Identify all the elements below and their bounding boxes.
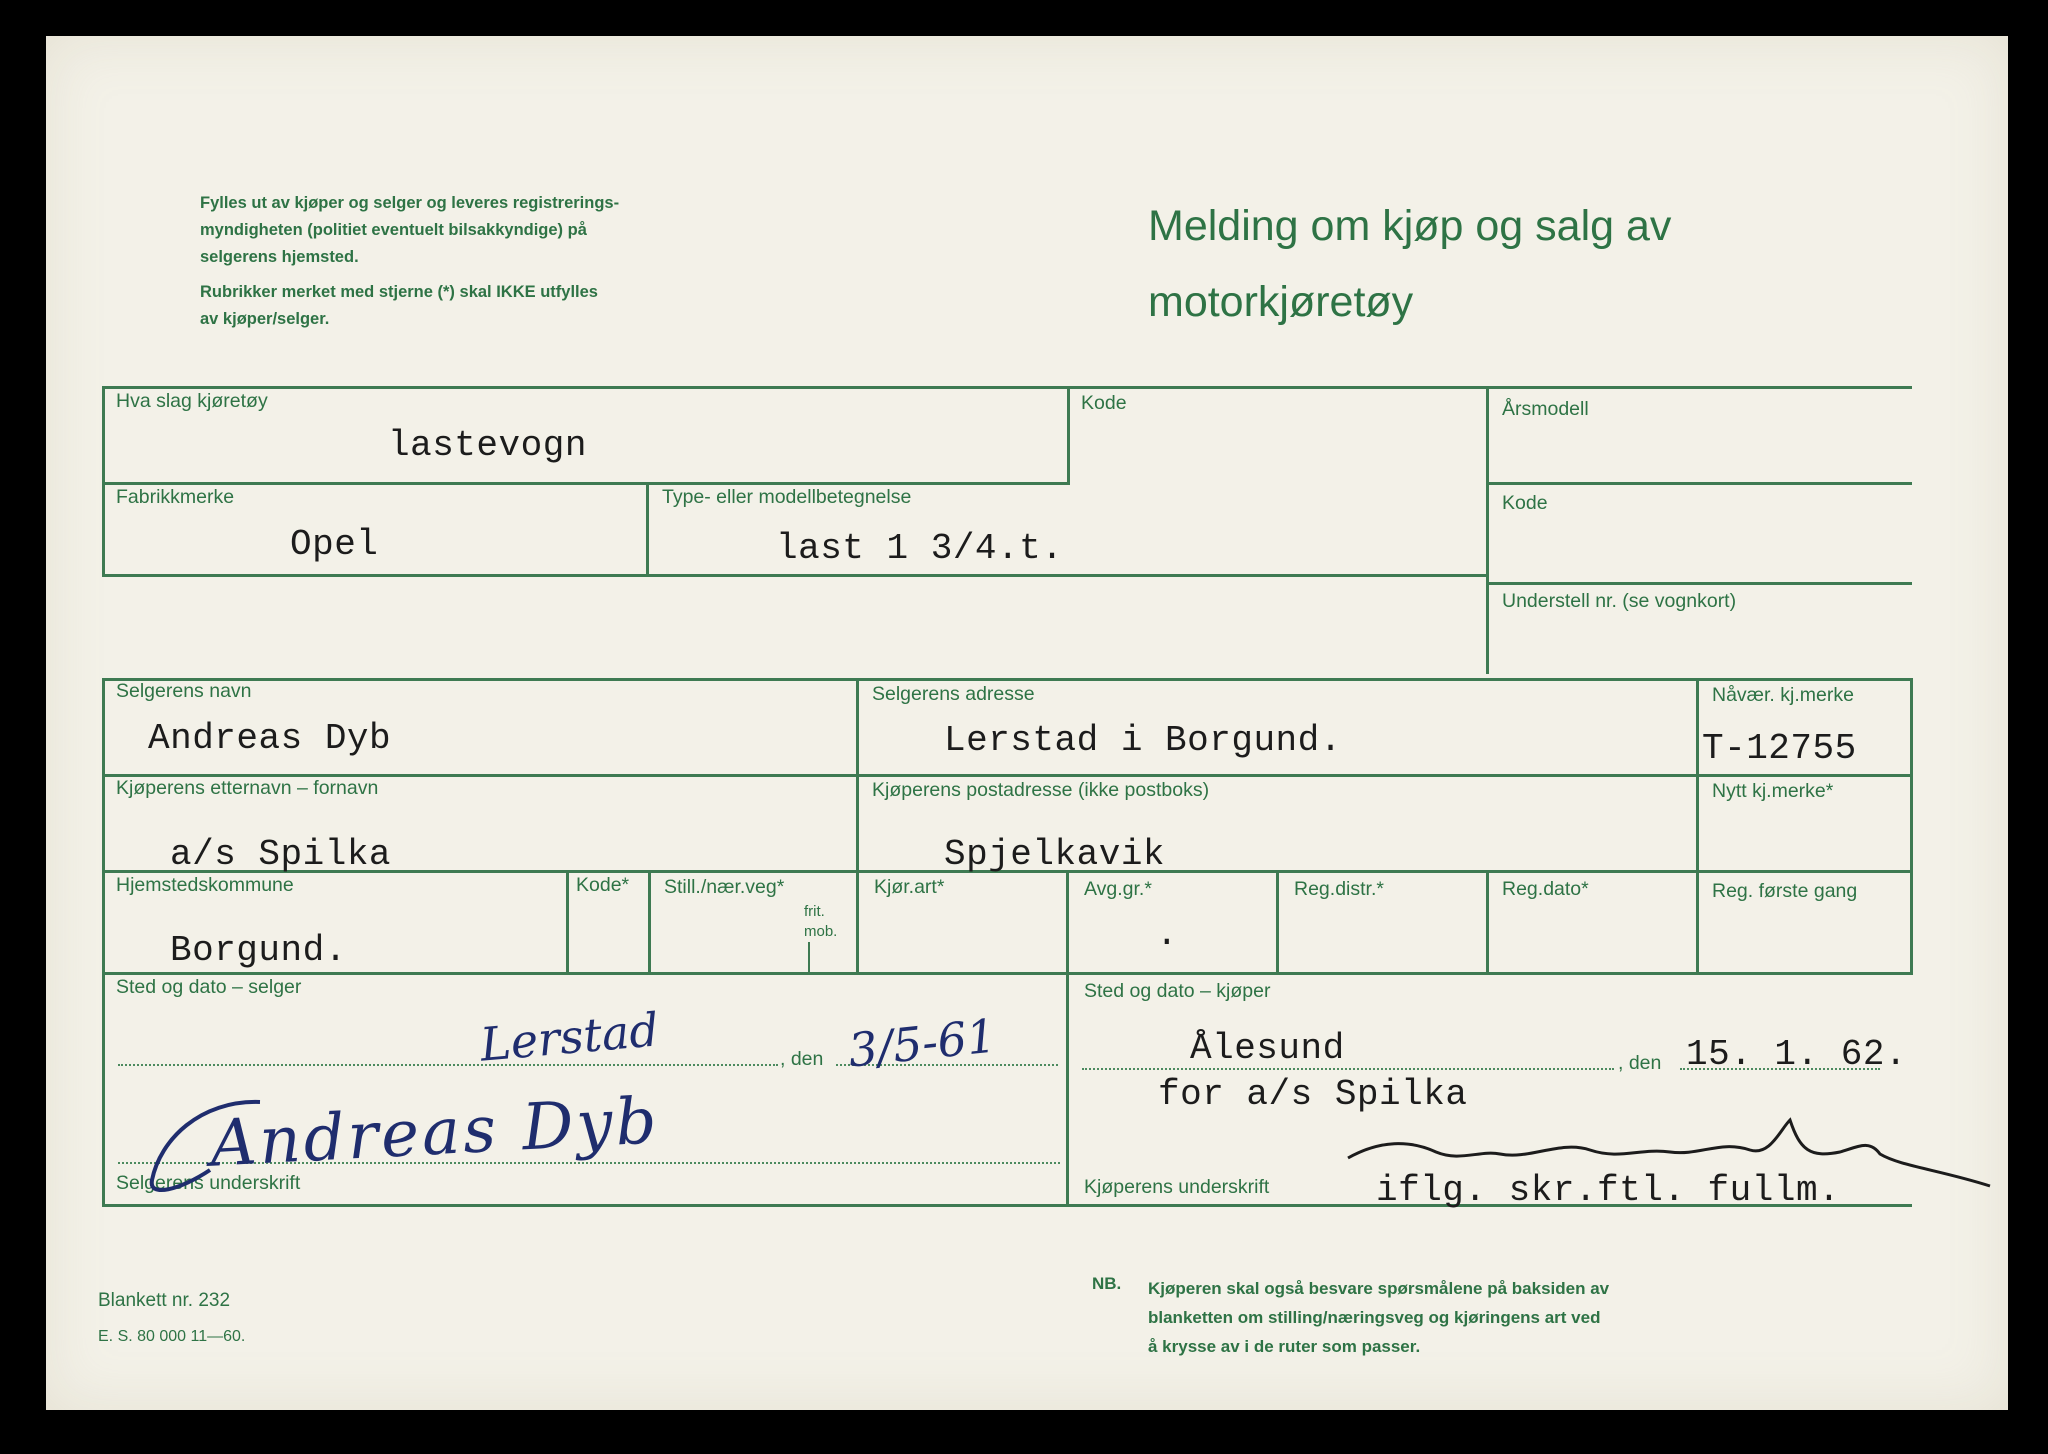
frit-label: frit. <box>804 903 825 920</box>
kode-star-label: Kode* <box>576 874 630 896</box>
vehicle-type-value: lastevogn <box>388 425 587 466</box>
first-reg-label: Reg. første gang <box>1712 880 1858 902</box>
year-model-label: Årsmodell <box>1502 398 1589 420</box>
seller-place-handwriting: Lerstad <box>477 1002 661 1072</box>
buyer-name-value: a/s Spilka <box>170 834 392 875</box>
form-number: Blankett nr. 232 <box>98 1290 231 1311</box>
mob-label: mob. <box>804 923 838 940</box>
buyer-signature-note: iflg. skr.ftl. fullm. <box>1376 1170 1841 1211</box>
seller-name-label: Selgerens navn <box>116 680 252 702</box>
print-code: E. S. 80 000 11—60. <box>98 1328 246 1345</box>
form-title-line: motorkjøretøy <box>1148 278 1414 326</box>
den-label-seller: , den <box>780 1048 824 1070</box>
nb-tag: NB. <box>1092 1274 1122 1293</box>
den-label-buyer: , den <box>1618 1052 1662 1074</box>
seller-address-label: Selgerens adresse <box>872 683 1035 705</box>
nb-note <box>1148 1274 1778 1361</box>
buyer-place-date-label: Sted og dato – kjøper <box>1084 980 1271 1002</box>
buyer-name-label: Kjøperens etternavn – fornavn <box>116 777 379 799</box>
seller-name-value: Andreas Dyb <box>148 718 392 759</box>
seller-signature-label: Selgerens underskrift <box>116 1172 301 1194</box>
nb-line: Kjøperen skal også besvare spørsmålene på baksiden av <box>1148 1279 1610 1298</box>
kode-label: Kode <box>1081 392 1127 414</box>
instructions-line: selgerens hjemsted. <box>200 248 359 266</box>
occupation-label: Still./nær.veg* <box>664 876 785 898</box>
buyer-address-label: Kjøperens postadresse (ikke postboks) <box>872 779 1210 801</box>
nb-line: blanketten om stilling/næringsveg og kjøringens art ved <box>1148 1308 1601 1327</box>
new-plate-label: Nytt kj.merke* <box>1712 780 1834 802</box>
buyer-place-value: Ålesund <box>1190 1028 1345 1069</box>
buyer-place-value-2: for a/s Spilka <box>1158 1074 1468 1115</box>
seller-date-handwriting: 3/5-61 <box>845 1008 999 1078</box>
instructions <box>200 190 800 333</box>
reg-district-label: Reg.distr.* <box>1294 878 1384 900</box>
seller-address-value: Lerstad i Borgund. <box>944 720 1342 761</box>
form-title <box>1148 196 1671 332</box>
buyer-signature-label: Kjøperens underskrift <box>1084 1176 1270 1198</box>
make-value: Opel <box>290 524 379 565</box>
vehicle-type-label: Hva slag kjøretøy <box>116 390 268 412</box>
nb-line: å krysse av i de ruter som passer. <box>1148 1337 1421 1356</box>
reg-date-label: Reg.dato* <box>1502 878 1589 900</box>
seller-signature-flourish <box>140 1080 400 1200</box>
kode2-label: Kode <box>1502 492 1548 514</box>
usage-label: Kjør.art* <box>874 876 945 898</box>
seller-signature: Andreas Dyb <box>208 1084 662 1182</box>
buyer-signature <box>1340 1110 2000 1200</box>
current-plate-value: T-12755 <box>1702 728 1857 769</box>
instructions-line: av kjøper/selger. <box>200 310 330 328</box>
fee-group-label: Avg.gr.* <box>1084 878 1152 900</box>
chassis-label: Understell nr. (se vognkort) <box>1502 590 1737 612</box>
form-title-line: Melding om kjøp og salg av <box>1148 202 1672 250</box>
instructions-line: myndigheten (politiet eventuelt bilsakkyndige) på <box>200 221 587 239</box>
municipality-label: Hjemstedskommune <box>116 874 294 896</box>
buyer-date-value: 15. 1. 62. <box>1686 1034 1908 1075</box>
seller-place-date-label: Sted og dato – selger <box>116 976 302 998</box>
instructions-line: Fylles ut av kjøper og selger og leveres registrerings- <box>200 194 620 212</box>
make-label: Fabrikkmerke <box>116 486 235 508</box>
buyer-address-value: Spjelkavik <box>944 834 1166 875</box>
municipality-value: Borgund. <box>170 930 347 971</box>
model-value: last 1 3/4.t. <box>776 528 1064 569</box>
current-plate-label: Nåvær. kj.merke <box>1712 684 1854 706</box>
instructions-line: Rubrikker merket med stjerne (*) skal IKKE utfylles <box>200 283 598 301</box>
fee-group-value: . <box>1156 914 1179 955</box>
model-label: Type- eller modellbetegnelse <box>662 486 912 508</box>
